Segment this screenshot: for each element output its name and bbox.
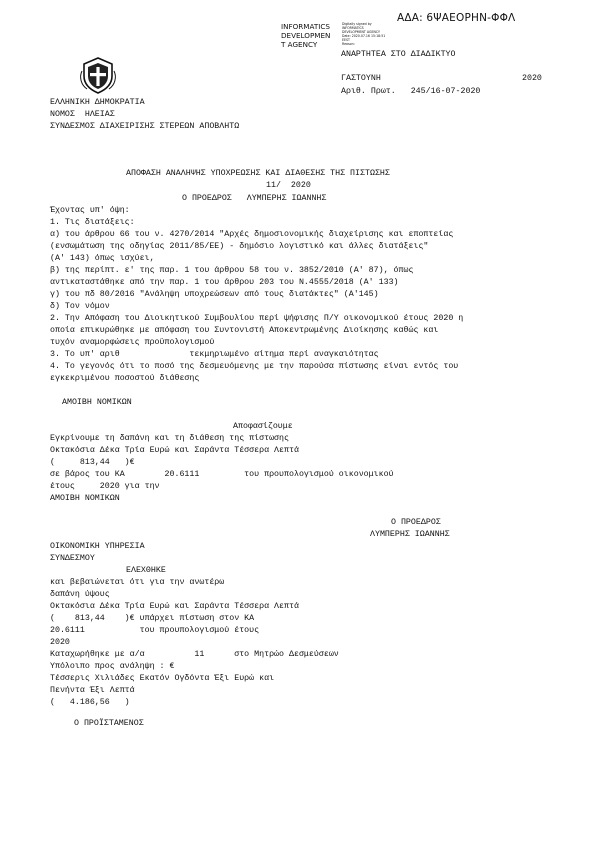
finance-line: Οκτακόσια Δέκα Τρία Ευρώ και Σαράντα Τέσσερα Λεπτά — [50, 602, 299, 611]
finance-department: ΟΙΚΟΝΟΜΙΚΗ ΥΠΗΡΕΣΙΑ — [50, 542, 145, 551]
digital-signature-details — [342, 22, 385, 46]
place-name: ΓΑΣΤΟΥΝΗ — [341, 74, 381, 83]
finance-remaining-amount: ( 4.186,56 ) — [50, 698, 130, 707]
agency-line: T AGENCY — [281, 40, 318, 49]
signature-name: ΛΥΜΠΕΡΗΣ ΙΩΑΝΝΗΣ — [370, 530, 450, 539]
posted-online-label: ΑΝΑΡΤΗΤΕΑ ΣΤΟ ΔΙΑΔΙΚΤΥΟ — [341, 50, 456, 59]
signature-detail-line: Digitally signed by — [342, 22, 372, 26]
agency-line: DEVELOPMEN — [281, 31, 331, 40]
body-line: δ) Τον νόμον — [50, 302, 110, 311]
issuer-association: ΣΥΝΔΕΣΜΟΣ ΔΙΑΧΕΙΡΙΣΗΣ ΣΤΕΡΕΩΝ ΑΠΟΒΛΗΤΩ — [50, 122, 240, 131]
decision-line: σε βάρος του ΚΑ 20.6111 του προυπολογισμού οικονομικού — [50, 470, 394, 479]
finance-line: Πενήντα Έξι Λεπτά — [50, 686, 135, 695]
ada-code: ΑΔΑ: 6ΨΑΕΟΡΗΝ-ΦΦΛ — [397, 12, 516, 24]
decision-title: ΑΠΟΦΑΣΗ ΑΝΑΛΗΨΗΣ ΥΠΟΧΡΕΩΣΗΣ ΚΑΙ ΔΙΑΘΕΣΗΣ ΤΗΣ ΠΙΣΤΩΣΗΣ — [126, 169, 390, 178]
signature-detail-line: INFORMATICS — [342, 26, 364, 30]
protocol-number: Αριθ. Πρωτ. 245/16-07-2020 — [341, 87, 481, 96]
finance-line: ( 813,44 )€ υπάρχει πίστωση στον ΚΑ — [50, 614, 255, 623]
finance-line: Καταχωρήθηκε με α/α 11 στο Μητρώο Δεσμεύσεων — [50, 650, 339, 659]
signature-detail-line: EEST — [342, 38, 350, 42]
body-line: γ) του πδ 80/2016 "Ανάληψη υποχρεώσεων από τους διατάκτες" (Α'145) — [50, 290, 379, 299]
finance-line: και βεβαιώνεται ότι για την ανωτέρω — [50, 578, 225, 587]
body-line: 2. Την Απόφαση του Διοικητικού Συμβουλίου περί ψήφισης Π/Υ οικονομικού έτους 2020 η — [50, 314, 464, 323]
body-line: (Α' 143) όπως ισχύει, — [50, 254, 155, 263]
issuer-country: ΕΛΛΗΝΙΚΗ ΔΗΜΟΚΡΑΤΙΑ — [50, 98, 145, 107]
body-line: εγκεκριμένου ποσοστού διάθεσης — [50, 374, 200, 383]
coat-of-arms-icon — [78, 55, 118, 95]
finance-association: ΣΥΝΔΕΣΜΟΥ — [50, 554, 95, 563]
body-line: β) της περίπτ. ε' της παρ. 1 του άρθρου 58 του ν. 3852/2010 (Α' 87), όπως — [50, 266, 414, 275]
body-line: 3. Το υπ' αριθ τεκμηριωμένο αίτημα περί αναγκαιότητας — [50, 350, 379, 359]
body-line: αντικαταστάθηκε από την παρ. 1 του άρθρου 203 του Ν.4555/2018 (Α' 133) — [50, 278, 399, 287]
body-line: (ενσωμάτωση της οδηγίας 2011/85/ΕΕ) - δημόσιο λογιστικό και άλλες διατάξεις" — [50, 242, 429, 251]
decision-heading: Αποφασίζουμε — [233, 422, 293, 431]
body-line: 1. Τις διατάξεις: — [50, 218, 135, 227]
finance-line: Υπόλοιπο προς ανάληψη : € — [50, 662, 175, 671]
finance-line: δαπάνη ύψους — [50, 590, 110, 599]
decision-line: Εγκρίνουμε τη δαπάνη και τη διάθεση της πίστωσης — [50, 434, 289, 443]
digital-signature-agency — [281, 22, 330, 49]
decision-subject: ΑΜΟΙΒΗ ΝΟΜΙΚΩΝ — [50, 494, 120, 503]
document-year: 2020 — [522, 74, 542, 83]
finance-line: 20.6111 του προυπολογισμού έτους — [50, 626, 260, 635]
signature-detail-line: Date: 2020.07.16 15:18:51 — [342, 34, 386, 38]
decision-line: έτους 2020 για την — [50, 482, 160, 491]
finance-line: Τέσσερις Χιλιάδες Εκατόν Ογδόντα Έξι Ευρώ και — [50, 674, 275, 683]
decision-amount: ( 813,44 )€ — [50, 458, 135, 467]
supervisor-role: Ο ΠΡΟΪΣΤΑΜΕΝΟΣ — [74, 719, 144, 728]
subject-line: ΑΜΟΙΒΗ ΝΟΜΙΚΩΝ — [62, 398, 132, 407]
agency-line: INFORMATICS — [281, 22, 330, 31]
body-line: 4. Το γεγονός ότι το ποσό της δεσμευόμενης με την παρούσα πίστωσης είναι εντός του — [50, 362, 459, 371]
decision-line: Οκτακόσια Δέκα Τρία Ευρώ και Σαράντα Τέσσερα Λεπτά — [50, 446, 299, 455]
checked-stamp: ΕΛΕΧΘΗΚΕ — [126, 566, 166, 575]
body-line: τυχόν αναμορφώσεις προϋπολογισμού — [50, 338, 215, 347]
decision-number: 11/ 2020 — [266, 181, 311, 190]
body-line: οποία επικυρώθηκε με απόφαση του Συντονιστή Αποκεντρωμένης Διοίκησης καθώς και — [50, 326, 439, 335]
finance-line: 2020 — [50, 638, 70, 647]
president-heading: Ο ΠΡΟΕΔΡΟΣ ΛΥΜΠΕΡΗΣ ΙΩΑΝΝΗΣ — [182, 194, 327, 203]
signature-role: Ο ΠΡΟΕΔΡΟΣ — [391, 518, 441, 527]
body-line: α) του άρθρου 66 του ν. 4270/2014 "Αρχές δημοσιονομικής διαχείρισης και εποπτείας — [50, 230, 454, 239]
body-line: Έχοντας υπ' όψη: — [50, 206, 130, 215]
signature-detail-line: DEVELOPMENT AGENCY — [342, 30, 380, 34]
issuer-prefecture: ΝΟΜΟΣ ΗΛΕΙΑΣ — [50, 110, 115, 119]
signature-detail-line: Reason: — [342, 42, 355, 46]
